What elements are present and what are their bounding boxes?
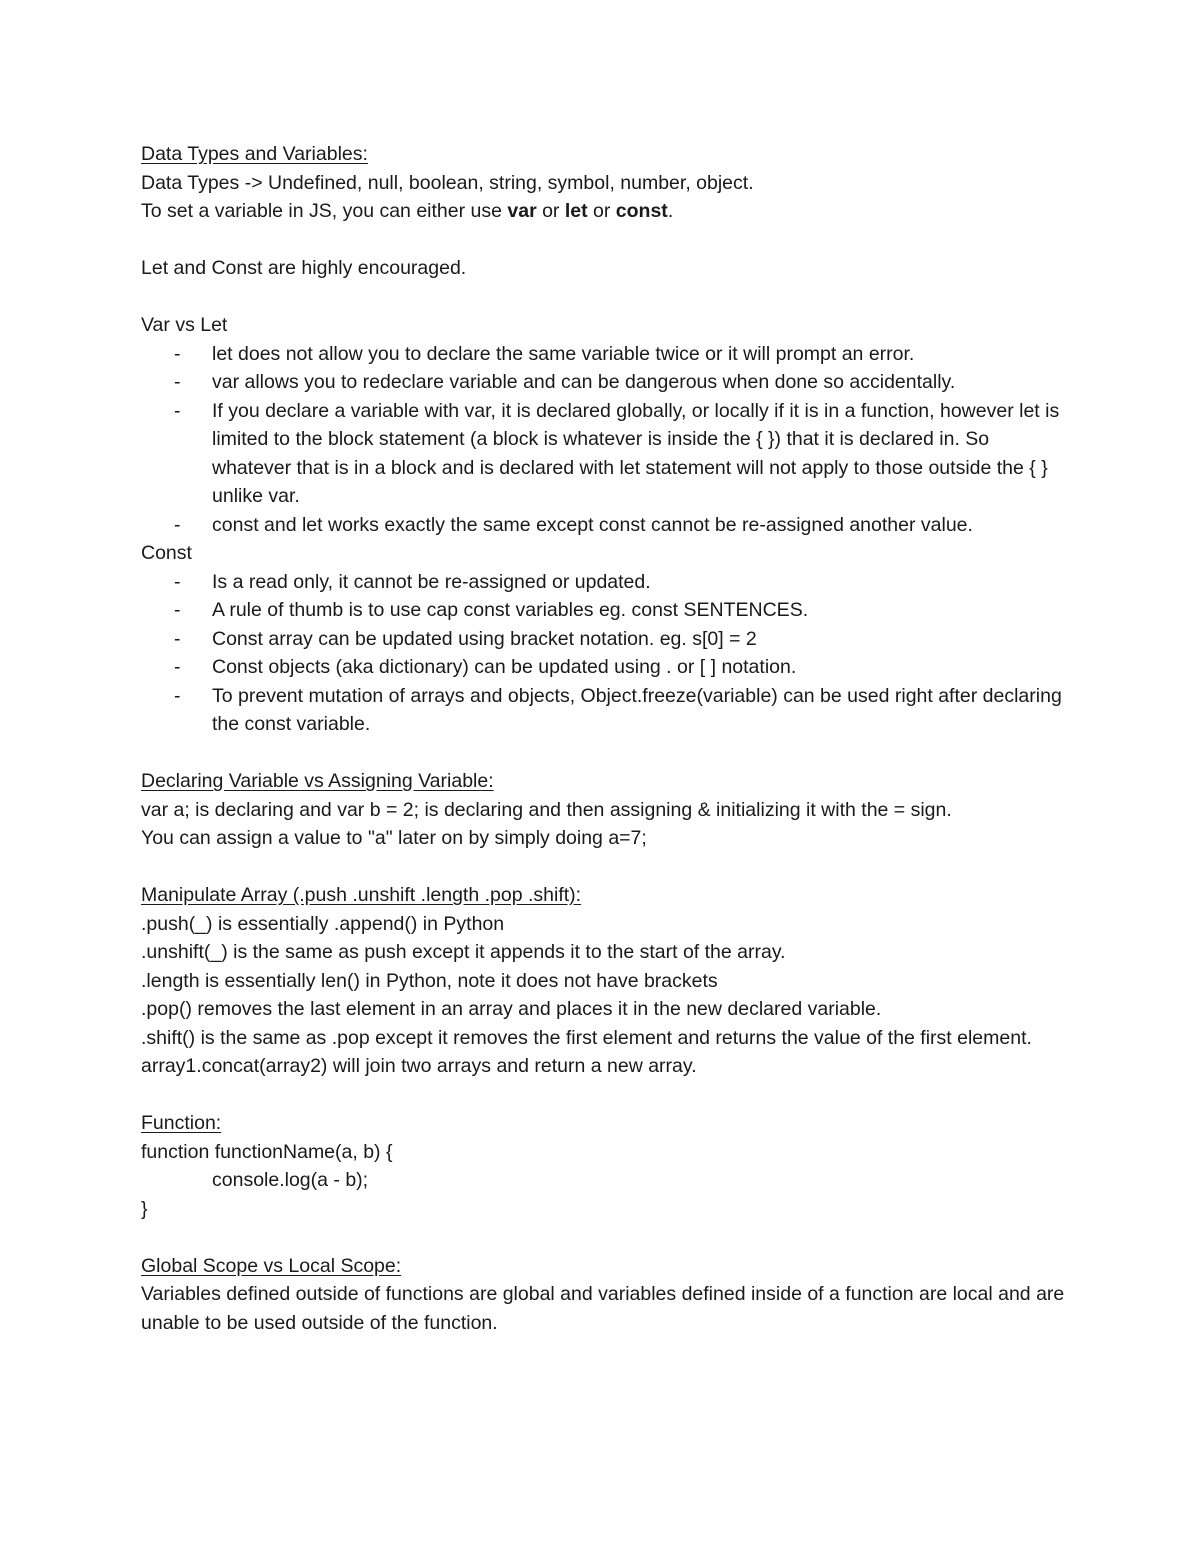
list-item-text: A rule of thumb is to use cap const variables eg. const SENTENCES.	[212, 599, 809, 621]
keyword-const: const	[615, 200, 668, 222]
dash-bullet: -	[174, 513, 181, 536]
dash-bullet: -	[174, 627, 181, 650]
list-item	[141, 368, 1071, 397]
set-variable-suffix: .	[667, 200, 674, 222]
set-variable-line	[141, 197, 1071, 226]
section-heading-declaring: Declaring Variable vs Assigning Variable:	[141, 770, 494, 792]
var-vs-let-title: Var vs Let	[141, 314, 228, 336]
array-method-line: .length is essentially len() in Python, note it does not have brackets	[141, 969, 718, 992]
or-text-2: or	[587, 200, 616, 222]
blank-line	[141, 226, 1071, 255]
blank-line	[141, 1223, 1071, 1252]
keyword-let: let	[564, 200, 588, 222]
declaring-line-2: You can assign a value to "a" later on by simply doing a=7;	[141, 827, 647, 849]
blank-line	[141, 853, 1071, 882]
list-item	[141, 653, 1071, 682]
dash-bullet: -	[174, 342, 181, 365]
array-method-line: .shift() is the same as .pop except it removes the first element and returns the value of the first element.	[141, 1026, 1032, 1049]
list-item	[141, 340, 1071, 369]
list-item-text: const and let works exactly the same except const cannot be re-assigned another value.	[212, 513, 973, 536]
or-text-1: or	[536, 200, 565, 222]
section-heading-data-types: Data Types and Variables:	[141, 143, 368, 165]
array-method-line: .pop() removes the last element in an array and places it in the new declared variable.	[141, 998, 882, 1020]
declaring-line-1: var a; is declaring and var b = 2; is declaring and then assigning & initializing it with the = sign.	[141, 798, 952, 821]
list-item-text: Const array can be updated using bracket notation. eg. s[0] = 2	[212, 627, 757, 650]
list-item-text: var allows you to redeclare variable and can be dangerous when done so accidentally.	[212, 371, 956, 393]
dash-bullet: -	[174, 656, 181, 678]
encouraged-line: Let and Const are highly encouraged.	[141, 257, 467, 279]
keyword-var: var	[507, 200, 537, 222]
const-list	[141, 568, 1071, 739]
dash-bullet: -	[174, 570, 181, 593]
list-item-text: Const objects (aka dictionary) can be updated using . or [ ] notation.	[212, 656, 797, 678]
list-item-text: To prevent mutation of arrays and objects, Object.freeze(variable) can be used right after declaring the const variable.	[212, 684, 1062, 735]
var-vs-let-list	[141, 340, 1071, 540]
section-heading-manipulate-array: Manipulate Array (.push .unshift .length .pop .shift):	[141, 884, 582, 906]
section-heading-function: Function:	[141, 1112, 222, 1134]
dash-bullet: -	[174, 399, 181, 422]
dash-bullet: -	[174, 599, 181, 621]
blank-line	[141, 1081, 1071, 1110]
section-heading-scope: Global Scope vs Local Scope:	[141, 1254, 402, 1277]
list-item-text: let does not allow you to declare the same variable twice or it will prompt an error.	[212, 342, 915, 365]
const-title: Const	[141, 542, 192, 564]
set-variable-prefix: To set a variable in JS, you can either use	[141, 200, 508, 222]
blank-line	[141, 739, 1071, 768]
array-method-line: .unshift(_) is the same as push except it appends it to the start of the array.	[141, 941, 786, 963]
data-types-line: Data Types -> Undefined, null, boolean, string, symbol, number, object.	[141, 171, 754, 194]
list-item	[141, 397, 1071, 511]
array-method-line: array1.concat(array2) will join two arrays and return a new array.	[141, 1055, 697, 1077]
list-item	[141, 511, 1071, 540]
code-line: function functionName(a, b) {	[141, 1140, 393, 1163]
scope-text: Variables defined outside of functions are global and variables defined inside of a function are local and are unable to be used outside of the function.	[141, 1283, 1070, 1334]
dash-bullet: -	[174, 371, 181, 393]
list-item	[141, 682, 1071, 739]
list-item	[141, 596, 1071, 625]
list-item-text: Is a read only, it cannot be re-assigned or updated.	[212, 570, 651, 593]
code-line: console.log(a - b);	[212, 1169, 369, 1191]
blank-line	[141, 283, 1071, 312]
code-line: }	[141, 1197, 148, 1220]
list-item-text: If you declare a variable with var, it is declared globally, or locally if it is in a function, however let is limited to the block statement (a block is whatever is inside the { }) that it is declared in. So whatever that is in a block and is declared with let statement will not apply to those outside the { } unlike var.	[212, 399, 1060, 507]
document-body	[141, 140, 1071, 1337]
list-item	[141, 625, 1071, 654]
dash-bullet: -	[174, 684, 181, 707]
array-method-line: .push(_) is essentially .append() in Python	[141, 912, 505, 935]
list-item	[141, 568, 1071, 597]
